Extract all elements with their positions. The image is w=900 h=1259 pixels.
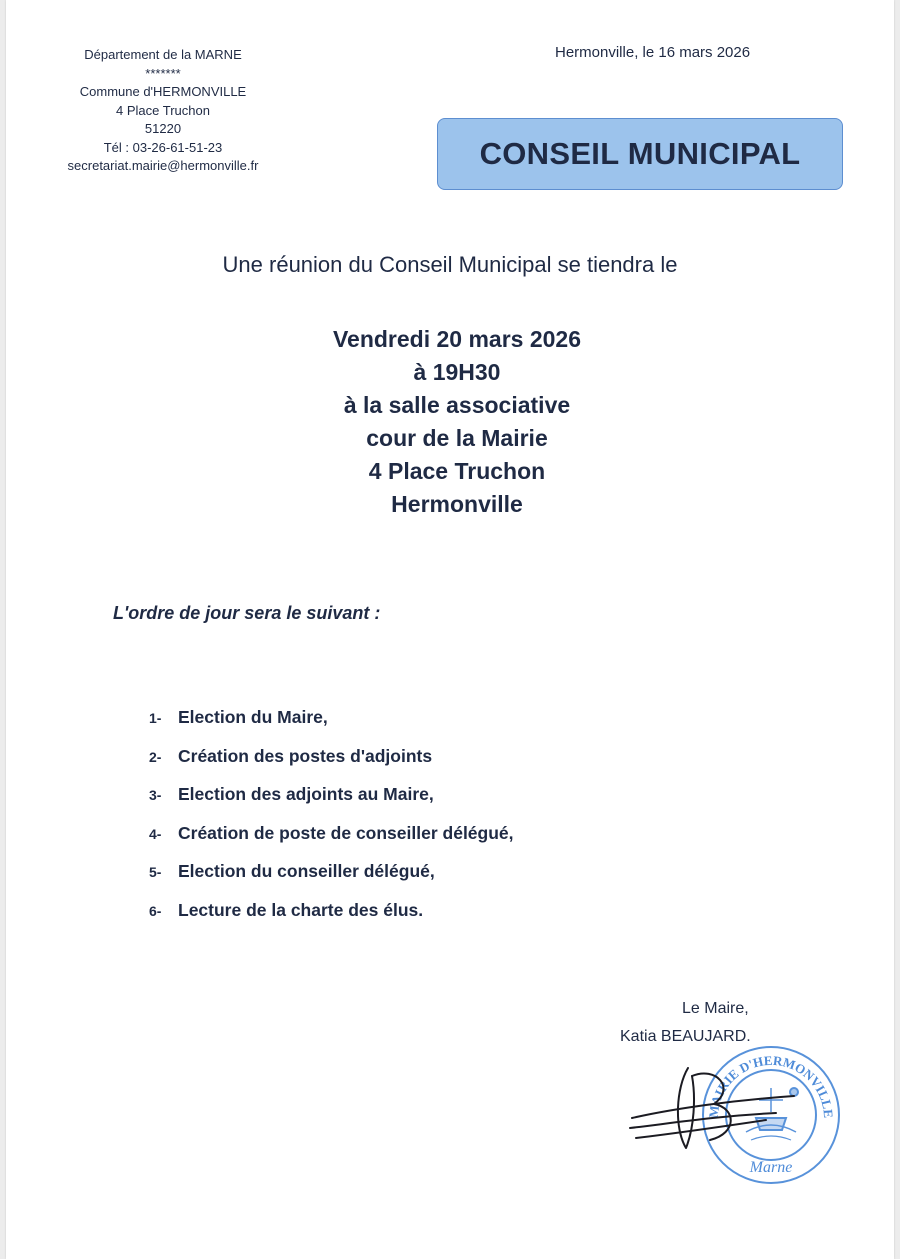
agenda-list: [149, 707, 514, 938]
sender-block: [58, 46, 268, 176]
agenda-item-text: Election des adjoints au Maire,: [178, 784, 434, 804]
agenda-item-number: 2-: [149, 748, 162, 765]
agenda-item-text: Election du Maire,: [178, 707, 328, 727]
meeting-street: 4 Place Truchon: [368, 458, 546, 484]
sender-phone: Tél : 03-26-61-51-23: [103, 139, 223, 155]
agenda-item-text: Election du conseiller délégué,: [178, 861, 435, 881]
dateline: Hermonville, le 16 mars 2026: [555, 44, 751, 61]
page-title: CONSEIL MUNICIPAL: [479, 136, 801, 171]
agenda-heading: L'ordre de jour sera le suivant :: [113, 603, 381, 623]
agenda-item: [149, 746, 514, 785]
sender-department: Département de la MARNE: [84, 47, 242, 62]
agenda-item: [149, 900, 514, 939]
agenda-item: [149, 784, 514, 823]
sender-street: 4 Place Truchon: [116, 102, 210, 118]
seal-ring-text: MAIRIE D'HERMONVILLE: [705, 1052, 837, 1119]
agenda-item: [149, 823, 514, 862]
agenda-item-number: 1-: [149, 710, 162, 726]
agenda-item-text: Lecture de la charte des élus.: [178, 899, 424, 920]
agenda-item-number: 4-: [149, 825, 162, 842]
agenda-item-number: 6-: [149, 902, 162, 919]
letter-page: [6, 0, 894, 1259]
handwritten-signature: [626, 1058, 796, 1158]
agenda-item: [149, 861, 514, 900]
signatory-title: Le Maire,: [682, 1000, 749, 1017]
agenda-item: [149, 707, 514, 746]
sender-separator: *******: [145, 65, 181, 81]
agenda-item-text: Création des postes d'adjoints: [178, 745, 433, 766]
meeting-time: à 19H30: [413, 359, 501, 385]
seal-bottom-text: Marne: [749, 1159, 793, 1176]
agenda-item-text: Création de poste de conseiller délégué,: [178, 822, 514, 843]
intro-text: Une réunion du Conseil Municipal se tiendra le: [222, 252, 678, 277]
meeting-details: [146, 323, 768, 521]
agenda-item-number: 5-: [149, 864, 162, 880]
agenda-item-number: 3-: [149, 787, 162, 803]
sender-email: secretariat.mairie@hermonville.fr: [67, 158, 259, 173]
meeting-town: Hermonville: [391, 491, 523, 517]
signatory-name: Katia BEAUJARD.: [620, 1028, 751, 1045]
sender-commune: Commune d'HERMONVILLE: [79, 84, 247, 99]
title-banner: [437, 118, 843, 190]
meeting-date: Vendredi 20 mars 2026: [332, 326, 582, 352]
sender-postcode: 51220: [144, 121, 182, 136]
meeting-venue: à la salle associative: [343, 392, 571, 418]
meeting-venue-detail: cour de la Mairie: [366, 425, 548, 451]
